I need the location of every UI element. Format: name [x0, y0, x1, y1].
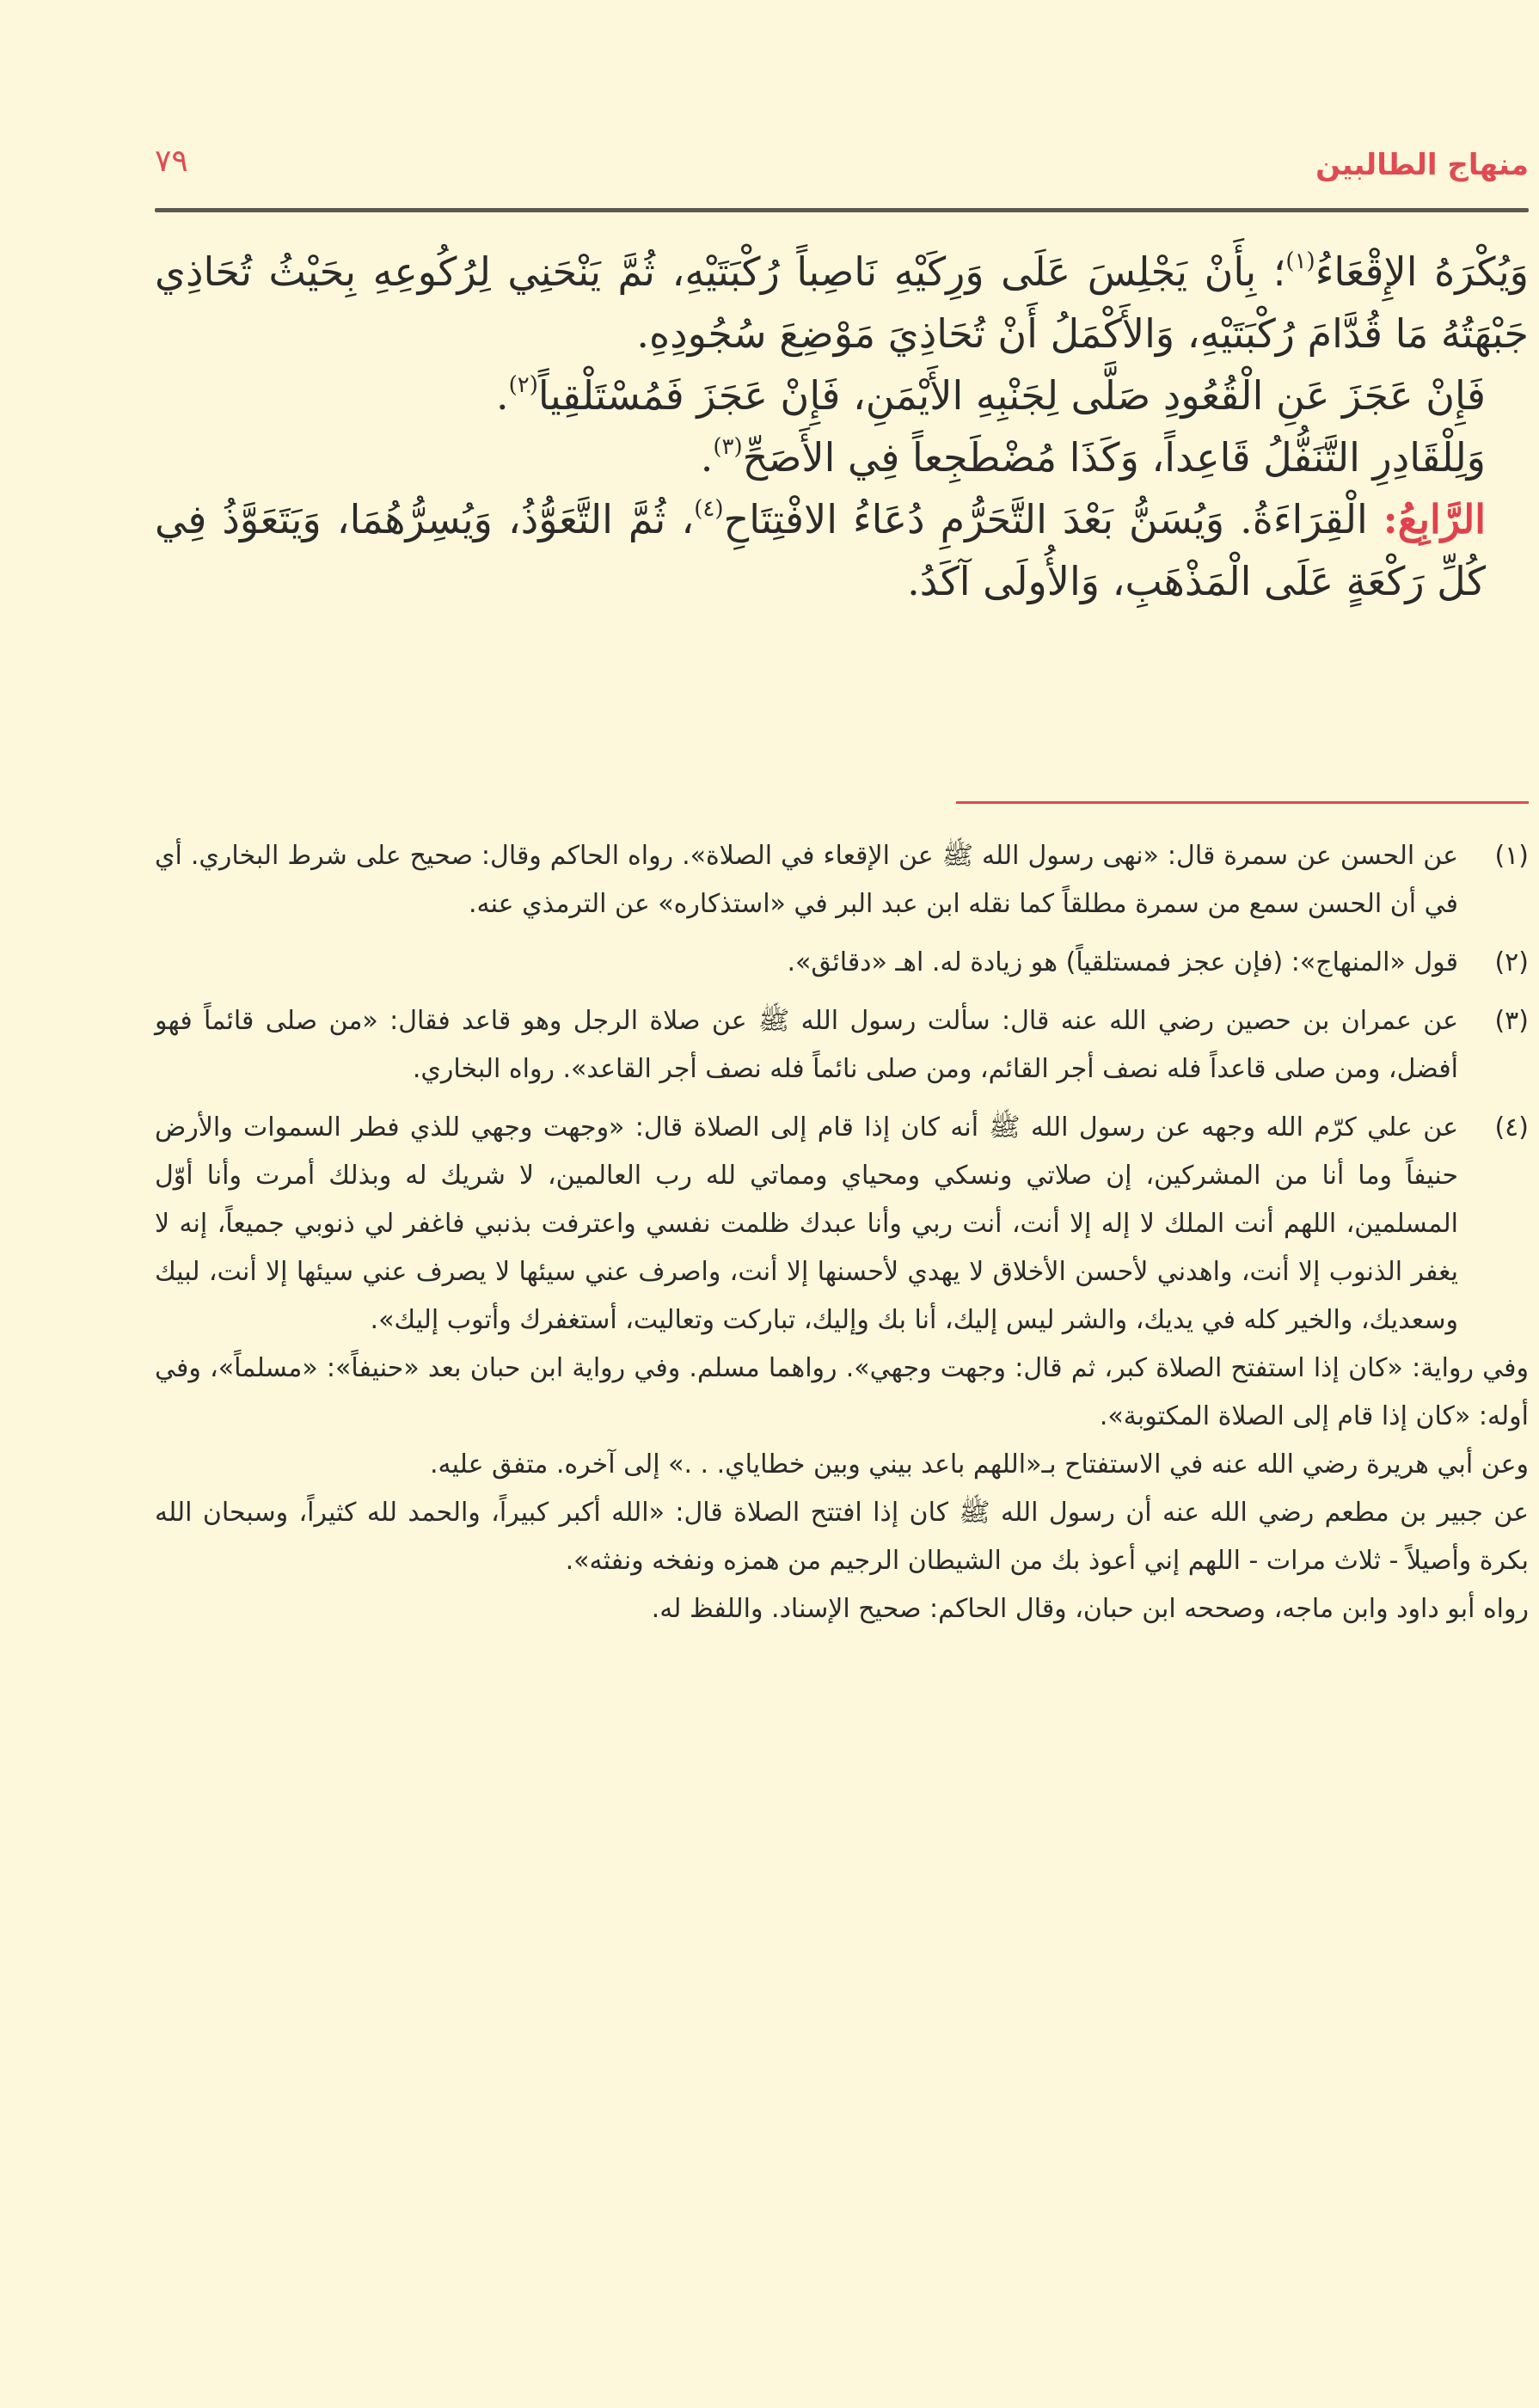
book-page — [155, 0, 1529, 2408]
running-title: منهاج الطالبين — [1315, 148, 1529, 182]
main-paragraph-3: وَلِلْقَادِرِ التَّنَفُّلُ قَاعِداً، وَكَذَا مُضْطَجِعاً فِي الأَصَحِّ$^{(٣)}$. — [700, 434, 1486, 481]
footnote-4: (٤) عن علي كرّم الله وجهه عن رسول الله ﷺ أنه كان إذا قام إلى الصلاة قال: «وجهت وجهي للذي فطر السموات والأرض حنيفاً وما أنا من المشركين، إن صلاتي ونسكي ومحياي ومماتي لله رب العالمين، لا شريك له وبذلك أمرت وأنا أوّل المسلمين، اللهم أنت الملك لا إله إلا أنت، أنت ربي وأنا عبدك ظلمت نفسي واعترفت بذنبي فاغفر لي ذنوبي جميعاً، إنه لا يغفر الذنوب إلا أنت، واهدني لأحسن الأخلاق لا يهدي لأحسنها إلا أنت، واصرف عني سيئها لا يصرف عني سيئها إلا أنت، لبيك وسعديك، والخير كله في يديك، والشر ليس إليك، أنا بك وإليك، تباركت وتعاليت، أستغفرك وأتوب إليك». وفي رواية: «كان إذا استفتح الصلاة كبر، ثم قال: وجهت وجهي». رواهما مسلم. وفي رواية ابن حبان بعد «حنيفاً»: «مسلماً»، وفي أوله: «كان إذا قام إلى الصلاة المكتوبة». وعن أبي هريرة رضي الله عنه في الاستفتاح بـ«اللهم باعد بيني وبين خطاياي. . .» إلى آخره. متفق عليه. عن جبير بن مطعم رضي الله عنه أن رسول الله ﷺ كان إذا افتتح الصلاة قال: «الله أكبر كبيراً، والحمد لله كثيراً، وسبحان الله بكرة وأصيلاً - ثلاث مرات - اللهم إني أعوذ بك من الشيطان الرجيم من همزه ونفخه ونفثه». رواه أبو داود وابن ماجه، وصححه ابن حبان، وقال الحاكم: صحيح الإسناد. واللفظ له. — [155, 1104, 1529, 1633]
page-number: ٧٩ — [155, 144, 188, 179]
footnote-separator — [956, 801, 1529, 804]
footnote-ref-1[interactable]: (١) — [1285, 248, 1315, 274]
footnote-2: (٢) قول «المنهاج»: (فإن عجز فمستلقياً) هو زيادة له. اهـ «دقائق». — [155, 939, 1529, 987]
main-text — [155, 241, 1529, 612]
footnote-number: (٣) — [1494, 1006, 1529, 1036]
main-paragraph-2: فَإِنْ عَجَزَ عَنِ الْقُعُودِ صَلَّى لِجَنْبِهِ الأَيْمَنِ، فَإِنْ عَجَزَ فَمُسْتَلْقِياً$^{(٢)}$. — [495, 372, 1486, 419]
footnote-ref-4[interactable]: (٤) — [694, 496, 724, 522]
footnote-1: (١) عن الحسن عن سمرة قال: «نهى رسول الله ﷺ عن الإقعاء في الصلاة». رواه الحاكم وقال: صحيح على شرط البخاري. أي في أن الحسن سمع من سمرة مطلقاً كما نقله ابن عبد البر في «استذكاره» عن الترمذي عنه. — [155, 832, 1529, 928]
main-paragraph-1: وَيُكْرَهُ الإِقْعَاءُ$^{(١)}$؛ بِأَنْ يَجْلِسَ عَلَى وَرِكَيْهِ نَاصِباً رُكْبَتَيْهِ، ثُمَّ يَنْحَنِي لِرُكُوعِهِ بِحَيْثُ تُحَاذِي جَبْهَتُهُ مَا قُدَّامَ رُكْبَتَيْهِ، وَالأَكْمَلُ أَنْ تُحَاذِيَ مَوْضِعَ سُجُودِهِ. — [155, 248, 1529, 357]
page-header — [155, 129, 1529, 198]
footnote-number: (١) — [1494, 841, 1529, 871]
footnote-3: (٣) عن عمران بن حصين رضي الله عنه قال: سألت رسول الله ﷺ عن صلاة الرجل وهو قاعد فقال: «من صلى قائماً فهو أفضل، ومن صلى قاعداً فله نصف أجر القائم، ومن صلى نائماً فله نصف أجر القاعد». رواه البخاري. — [155, 997, 1529, 1094]
section-marker: الرَّابِعُ: — [1383, 496, 1487, 542]
main-paragraph-4: الرَّابِعُ: الْقِرَاءَةُ. وَيُسَنُّ بَعْدَ التَّحَرُّمِ دُعَاءُ الافْتِتَاحِ$^{(٤)}$، ثُمَّ التَّعَوُّذُ، وَيُسِرُّهُمَا، وَيَتَعَوَّذُ فِي كُلِّ رَكْعَةٍ عَلَى الْمَذْهَبِ، وَالأُولَى آكَدُ. — [155, 496, 1487, 604]
footnote-ref-3[interactable]: (٣) — [713, 434, 743, 460]
footnote-ref-2[interactable]: (٢) — [508, 372, 538, 398]
footnote-number: (٤) — [1494, 1112, 1529, 1143]
footnote-number: (٢) — [1494, 947, 1529, 977]
